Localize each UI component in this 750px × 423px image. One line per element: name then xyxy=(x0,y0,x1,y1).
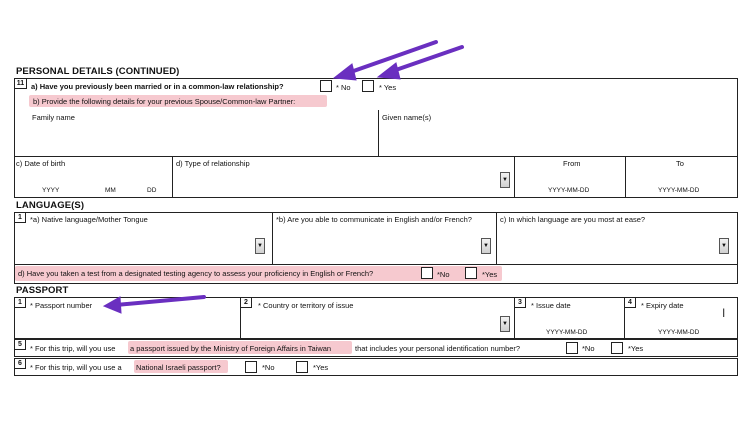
question-number-lang-1: 1 xyxy=(14,212,26,223)
arrow-to-yes-checkbox xyxy=(390,47,462,72)
arrow-head-passport-number xyxy=(104,297,121,313)
arrow-head-yes-checkbox xyxy=(378,63,400,79)
text-cursor-icon: I xyxy=(722,306,726,320)
dob-label: c) Date of birth xyxy=(16,159,66,168)
family-name-label: Family name xyxy=(32,113,75,122)
q11a-yes-label: * Yes xyxy=(379,83,397,92)
section-heading-languages: LANGUAGE(S) xyxy=(16,200,85,211)
question-number-passport-6: 6 xyxy=(14,358,26,369)
q11a-no-label: * No xyxy=(336,83,351,92)
q6-label-highlighted: National Israeli passport? xyxy=(136,363,221,372)
native-language-dropdown-button[interactable]: ▼ xyxy=(255,238,265,254)
communicate-label: *b) Are you able to communicate in English and/or French? xyxy=(276,215,472,224)
arrow-head-no-checkbox xyxy=(334,64,356,80)
issue-date-label: * Issue date xyxy=(531,301,571,310)
most-at-ease-dropdown-button[interactable]: ▼ xyxy=(719,238,729,254)
q5-label-suffix: that includes your personal identification number? xyxy=(355,344,521,353)
given-names-label: Given name(s) xyxy=(382,113,432,122)
question-number-passport-1: 1 xyxy=(14,297,26,308)
dob-dd-hint: DD xyxy=(147,187,157,194)
language-test-label: d) Have you taken a test from a designated testing agency to assess your proficiency in English or French? xyxy=(18,269,374,278)
section-heading-personal-details: PERSONAL DETAILS (CONTINUED) xyxy=(16,66,180,77)
issue-date-hint: YYYY-MM-DD xyxy=(546,329,588,336)
expiry-date-label: * Expiry date xyxy=(641,301,684,310)
dob-mm-hint: MM xyxy=(105,187,116,194)
dob-yyyy-hint: YYYY xyxy=(42,187,60,194)
native-language-label: *a) Native language/Mother Tongue xyxy=(30,215,148,224)
q5-yes-label: *Yes xyxy=(628,344,644,353)
question-number-passport-3: 3 xyxy=(514,297,526,308)
expiry-date-hint: YYYY-MM-DD xyxy=(658,329,700,336)
q5-no-label: *No xyxy=(582,344,595,353)
relationship-type-dropdown-button[interactable]: ▼ xyxy=(500,172,510,188)
q11a-label: a) Have you previously been married or in a common-law relationship? xyxy=(31,82,284,91)
language-test-no-label: *No xyxy=(437,270,450,279)
question-number-passport-2: 2 xyxy=(240,297,252,308)
question-number-11: 11 xyxy=(14,78,27,89)
question-number-passport-4: 4 xyxy=(624,297,636,308)
language-test-yes-label: *Yes xyxy=(482,270,498,279)
q5-label-prefix: * For this trip, will you use xyxy=(30,344,116,353)
section-heading-passport: PASSPORT xyxy=(16,285,69,296)
to-label: To xyxy=(676,159,684,168)
country-of-issue-dropdown-button[interactable]: ▼ xyxy=(500,316,510,332)
q5-label-highlighted: a passport issued by the Ministry of Foreign Affairs in Taiwan xyxy=(130,344,332,353)
q6-no-label: *No xyxy=(262,363,275,372)
most-at-ease-label: c) In which language are you most at ease? xyxy=(500,215,646,224)
relationship-type-label: d) Type of relationship xyxy=(176,159,250,168)
question-number-passport-5: 5 xyxy=(14,339,26,350)
from-date-hint: YYYY-MM-DD xyxy=(548,187,590,194)
from-label: From xyxy=(563,159,581,168)
arrow-to-passport-number xyxy=(116,297,204,305)
passport-number-label: * Passport number xyxy=(30,301,93,310)
q11b-label: b) Provide the following details for your previous Spouse/Common-law Partner: xyxy=(33,97,296,106)
q6-yes-label: *Yes xyxy=(313,363,329,372)
communicate-dropdown-button[interactable]: ▼ xyxy=(481,238,491,254)
to-date-hint: YYYY-MM-DD xyxy=(658,187,700,194)
country-of-issue-label: * Country or territory of issue xyxy=(258,301,354,310)
q6-label-prefix: * For this trip, will you use a xyxy=(30,363,122,372)
